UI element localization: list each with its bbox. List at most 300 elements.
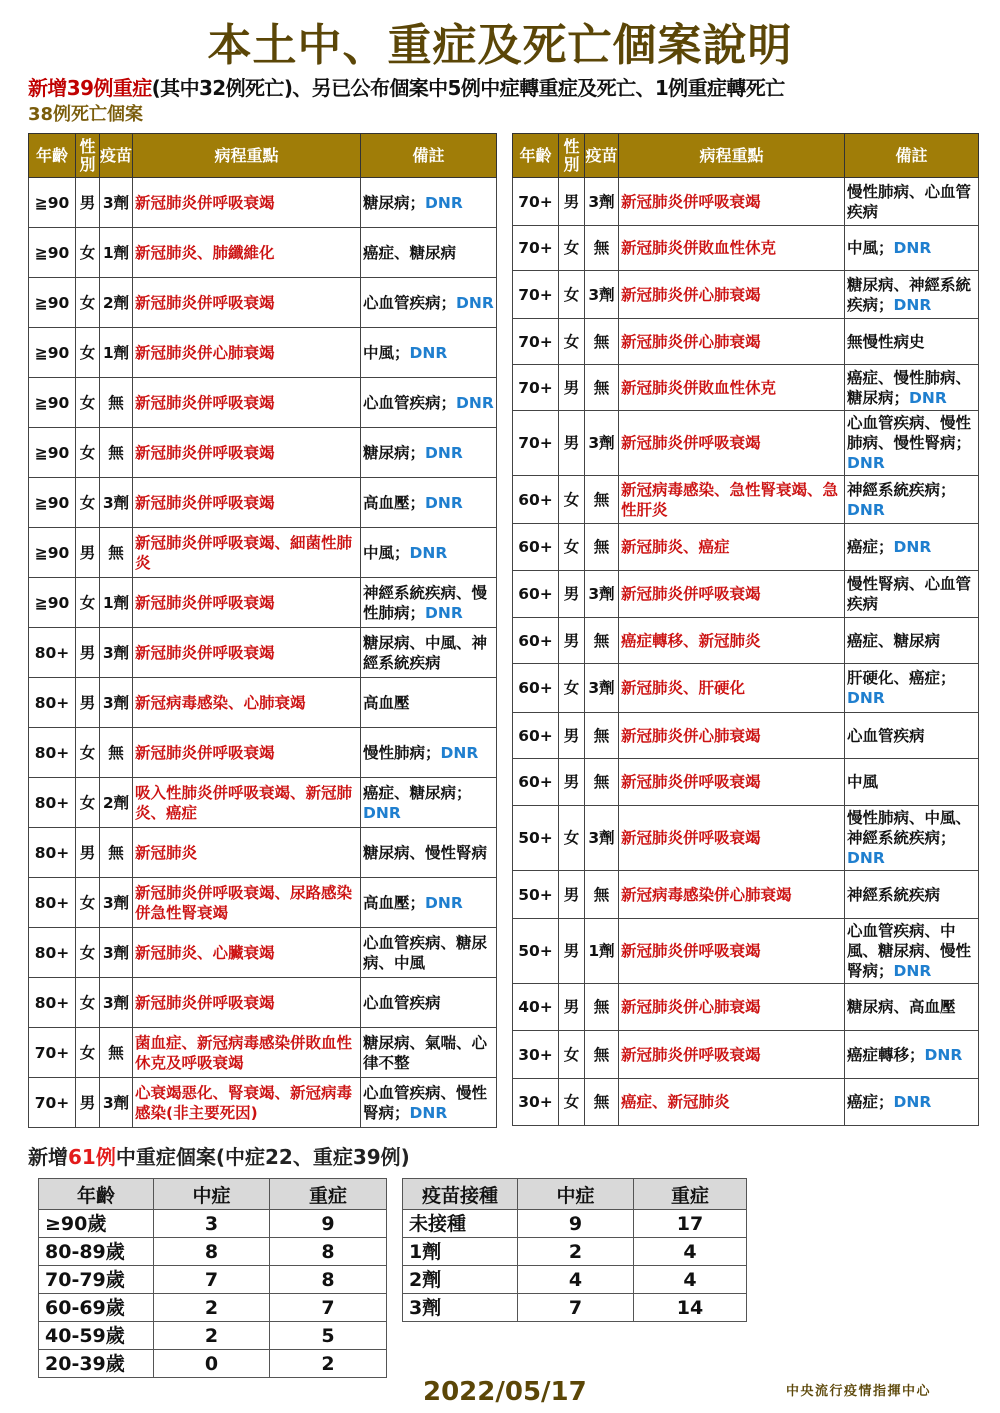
vaccine-cell: 無 [585, 1079, 619, 1126]
note-cell [845, 524, 979, 571]
vaccine-cell: 無 [100, 1028, 133, 1078]
vaccine-cell: 無 [585, 226, 619, 271]
case-row [513, 524, 979, 571]
vaccine-cell: 無 [585, 524, 619, 571]
course-cell: 新冠肺炎併呼吸衰竭 [619, 1031, 845, 1079]
death-cases-table-right [512, 133, 979, 1126]
note-cell [361, 728, 497, 778]
sex-cell: 男 [559, 411, 585, 476]
age-cell: 80+ [29, 728, 76, 778]
case-row [513, 618, 979, 664]
vaccine-cell: 3劑 [585, 271, 619, 319]
vaccine-cell: 1劑 [100, 578, 133, 628]
dnr-flag: DNR [425, 603, 463, 622]
course-cell: 新冠肺炎 [133, 828, 361, 878]
dnr-flag: DNR [847, 454, 885, 472]
dnr-flag: DNR [456, 393, 494, 412]
vaccine-cell: 無 [585, 476, 619, 524]
vaccine-cell: 3劑 [100, 1078, 133, 1128]
vaccine-header: 疫苗接種 [403, 1179, 518, 1210]
dnr-flag: DNR [363, 803, 401, 822]
column-header-sex: 性別 [76, 134, 100, 178]
course-cell: 新冠肺炎併呼吸衰竭 [619, 919, 845, 984]
sex-cell: 男 [559, 365, 585, 411]
vaccine-cell: 1劑 [585, 919, 619, 984]
vaccine-cell: 3劑 [585, 806, 619, 871]
case-row [29, 178, 497, 228]
sex-cell: 女 [76, 728, 100, 778]
note-cell [845, 476, 979, 524]
page-subtitle [28, 74, 988, 102]
moderate-count-cell: 2 [518, 1238, 634, 1266]
age-summary-table [38, 1178, 387, 1378]
note-text: 心血管疾病、中風、糖尿病、慢性腎病； [847, 922, 972, 980]
note-cell [361, 528, 497, 578]
dnr-flag: DNR [456, 293, 494, 312]
note-text: 心血管疾病 [363, 993, 441, 1012]
dnr-flag: DNR [893, 538, 932, 556]
case-row [29, 578, 497, 628]
case-row [513, 319, 979, 365]
death-cases-table-left [28, 133, 497, 1128]
severe-count-cell: 9 [270, 1210, 387, 1238]
severe-count-cell: 14 [634, 1294, 747, 1322]
age-cell: 30+ [513, 1031, 559, 1079]
severe-header: 重症 [270, 1179, 387, 1210]
age-cell: 50+ [513, 871, 559, 919]
note-cell [845, 759, 979, 806]
note-cell [845, 226, 979, 271]
category-cell: 2劑 [403, 1266, 518, 1294]
severe-count-cell: 4 [634, 1238, 747, 1266]
vaccine-cell: 無 [585, 871, 619, 919]
course-cell: 新冠病毒感染併心肺衰竭 [619, 871, 845, 919]
note-cell [361, 478, 497, 528]
note-cell [361, 278, 497, 328]
note-text: 神經系統疾病、慢性肺病； [363, 583, 488, 622]
note-cell [845, 664, 979, 713]
severe-count-cell: 2 [270, 1350, 387, 1378]
severe-count-cell: 8 [270, 1266, 387, 1294]
note-cell [845, 618, 979, 664]
age-cell: 60+ [513, 759, 559, 806]
note-cell [361, 178, 497, 228]
dnr-flag: DNR [893, 962, 932, 980]
sex-cell: 女 [76, 1028, 100, 1078]
age-cell: ≧90 [29, 428, 76, 478]
age-cell: 80+ [29, 778, 76, 828]
vaccine-cell: 3劑 [100, 628, 133, 678]
summary-row [403, 1294, 747, 1322]
age-cell: 30+ [513, 1079, 559, 1126]
age-cell: 60+ [513, 476, 559, 524]
age-cell: 80+ [29, 878, 76, 928]
vaccine-cell: 3劑 [585, 411, 619, 476]
note-cell [361, 778, 497, 828]
note-cell [845, 1079, 979, 1126]
note-text: 心血管疾病、慢性肺病、慢性腎病； [847, 414, 972, 452]
note-text: 高血壓； [363, 493, 426, 512]
case-row [29, 678, 497, 728]
sex-cell: 男 [76, 178, 100, 228]
case-row [29, 978, 497, 1028]
dnr-flag: DNR [425, 893, 463, 912]
note-text: 慢性腎病、心血管疾病 [847, 575, 972, 613]
course-cell: 新冠肺炎併心肺衰竭 [619, 271, 845, 319]
summary-heading-prefix: 新增 [28, 1145, 68, 1169]
vaccine-cell: 無 [585, 713, 619, 759]
column-header-vaccine: 疫苗 [585, 134, 619, 178]
note-text: 癌症、糖尿病 [847, 631, 941, 650]
note-text: 心血管疾病、糖尿病、中風 [363, 933, 488, 972]
summary-row [39, 1266, 387, 1294]
note-text: 糖尿病； [363, 193, 426, 212]
note-cell [361, 578, 497, 628]
sex-cell: 男 [559, 178, 585, 226]
sex-cell: 女 [559, 226, 585, 271]
dnr-flag: DNR [893, 239, 932, 257]
case-row [29, 428, 497, 478]
course-cell: 新冠肺炎併呼吸衰竭 [133, 478, 361, 528]
vaccine-cell: 無 [585, 984, 619, 1031]
course-cell: 新冠肺炎併敗血性休克 [619, 365, 845, 411]
course-cell: 新冠肺炎、肺纖維化 [133, 228, 361, 278]
age-cell: 60+ [513, 664, 559, 713]
note-cell [361, 978, 497, 1028]
vaccine-cell: 無 [585, 759, 619, 806]
note-text: 癌症； [847, 1093, 894, 1111]
vaccine-cell: 無 [585, 618, 619, 664]
moderate-header: 中症 [518, 1179, 634, 1210]
vaccine-cell: 3劑 [100, 678, 133, 728]
case-row [29, 278, 497, 328]
vaccine-cell: 3劑 [100, 978, 133, 1028]
right-table-body [513, 178, 979, 1126]
vaccine-cell: 3劑 [100, 928, 133, 978]
course-cell: 新冠肺炎併呼吸衰竭 [133, 628, 361, 678]
moderate-count-cell: 2 [154, 1294, 270, 1322]
case-row [513, 476, 979, 524]
note-cell [361, 428, 497, 478]
moderate-count-cell: 3 [154, 1210, 270, 1238]
dnr-flag: DNR [425, 493, 463, 512]
sex-cell: 男 [559, 618, 585, 664]
age-cell: ≧90 [29, 528, 76, 578]
course-cell: 新冠病毒感染、心肺衰竭 [133, 678, 361, 728]
case-row [29, 378, 497, 428]
sex-cell: 女 [76, 928, 100, 978]
sex-cell: 女 [559, 319, 585, 365]
course-cell: 新冠肺炎併呼吸衰竭 [619, 759, 845, 806]
case-row [513, 919, 979, 984]
note-text: 癌症； [847, 538, 894, 556]
note-cell [845, 571, 979, 618]
sex-cell: 女 [559, 806, 585, 871]
course-cell: 吸入性肺炎併呼吸衰竭、新冠肺炎、癌症 [133, 778, 361, 828]
vaccine-cell: 3劑 [100, 178, 133, 228]
age-cell: ≧90 [29, 578, 76, 628]
note-text: 無慢性病史 [847, 332, 925, 351]
note-text: 高血壓 [363, 693, 410, 712]
sex-cell: 女 [76, 278, 100, 328]
dnr-flag: DNR [409, 1103, 448, 1122]
vaccine-cell: 3劑 [100, 478, 133, 528]
summary-row [39, 1238, 387, 1266]
vaccine-cell: 無 [100, 728, 133, 778]
sex-cell: 女 [559, 476, 585, 524]
column-header-vaccine: 疫苗 [100, 134, 133, 178]
dnr-flag: DNR [924, 1045, 963, 1064]
vaccine-cell: 2劑 [100, 778, 133, 828]
column-header-sex: 性別 [559, 134, 585, 178]
summary-heading [28, 1143, 410, 1171]
moderate-count-cell: 8 [154, 1238, 270, 1266]
age-cell: 60+ [513, 618, 559, 664]
course-cell: 癌症轉移、新冠肺炎 [619, 618, 845, 664]
case-row [29, 728, 497, 778]
case-row [513, 271, 979, 319]
note-cell [845, 365, 979, 411]
category-cell: 未接種 [403, 1210, 518, 1238]
age-cell: 70+ [29, 1028, 76, 1078]
moderate-count-cell: 7 [154, 1266, 270, 1294]
note-cell [845, 411, 979, 476]
summary-row [403, 1238, 747, 1266]
summary-row [39, 1294, 387, 1322]
age-cell: 70+ [513, 319, 559, 365]
note-cell [845, 271, 979, 319]
severe-count-cell: 8 [270, 1238, 387, 1266]
vaccine-cell: 3劑 [585, 664, 619, 713]
age-cell: 70+ [513, 365, 559, 411]
vaccine-cell: 1劑 [100, 228, 133, 278]
case-row [513, 664, 979, 713]
death-cases-heading: 38例死亡個案 [28, 104, 144, 125]
summary-row [39, 1210, 387, 1238]
severe-count-cell: 7 [270, 1294, 387, 1322]
case-row [513, 759, 979, 806]
course-cell: 新冠肺炎併呼吸衰竭、細菌性肺炎 [133, 528, 361, 578]
note-text: 中風； [363, 343, 410, 362]
sex-cell: 女 [559, 664, 585, 713]
case-row [513, 871, 979, 919]
note-cell [845, 319, 979, 365]
case-row [29, 628, 497, 678]
course-cell: 菌血症、新冠病毒感染併敗血性休克及呼吸衰竭 [133, 1028, 361, 1078]
case-row [29, 228, 497, 278]
summary-row [403, 1210, 747, 1238]
note-cell [361, 678, 497, 728]
note-cell [361, 228, 497, 278]
note-cell [845, 178, 979, 226]
moderate-count-cell: 4 [518, 1266, 634, 1294]
column-header-course: 病程重點 [619, 134, 845, 178]
moderate-count-cell: 7 [518, 1294, 634, 1322]
dnr-flag: DNR [847, 500, 885, 519]
case-row [29, 778, 497, 828]
sex-cell: 女 [76, 478, 100, 528]
note-text: 癌症、糖尿病 [363, 243, 457, 262]
sex-cell: 女 [76, 578, 100, 628]
summary-heading-suffix: 中重症個案(中症22、重症39例) [115, 1145, 410, 1169]
sex-cell: 男 [76, 1078, 100, 1128]
course-cell: 新冠肺炎併呼吸衰竭 [133, 728, 361, 778]
case-row [513, 1079, 979, 1126]
age-cell: 80+ [29, 978, 76, 1028]
note-text: 心血管疾病 [847, 726, 925, 745]
course-cell: 心衰竭惡化、腎衰竭、新冠病毒感染(非主要死因) [133, 1078, 361, 1128]
note-text: 糖尿病、中風、神經系統疾病 [363, 633, 488, 672]
dnr-flag: DNR [893, 295, 932, 314]
age-cell: 70+ [513, 271, 559, 319]
note-text: 神經系統疾病； [847, 480, 956, 499]
age-cell: 70+ [513, 178, 559, 226]
course-cell: 新冠肺炎併心肺衰竭 [619, 984, 845, 1031]
note-cell [361, 328, 497, 378]
age-cell: ≧90 [29, 478, 76, 528]
note-text: 中風 [847, 773, 879, 791]
note-cell [361, 1028, 497, 1078]
summary-heading-count: 61例 [68, 1145, 116, 1169]
category-cell: 60-69歲 [39, 1294, 154, 1322]
issuing-organization: 中央流行疫情指揮中心 [786, 1384, 932, 1399]
category-cell: ≥90歲 [39, 1210, 154, 1238]
summary-row [39, 1350, 387, 1378]
course-cell: 新冠肺炎併呼吸衰竭 [133, 278, 361, 328]
note-cell [361, 378, 497, 428]
vaccine-cell: 1劑 [100, 328, 133, 378]
case-row [29, 478, 497, 528]
note-text: 神經系統疾病 [847, 885, 941, 904]
left-table-body [29, 178, 497, 1128]
note-cell [361, 828, 497, 878]
column-header-age: 年齡 [513, 134, 559, 178]
age-cell: 40+ [513, 984, 559, 1031]
category-cell: 20-39歲 [39, 1350, 154, 1378]
note-text: 糖尿病、高血壓 [847, 998, 956, 1016]
note-text: 中風； [847, 239, 894, 257]
dnr-flag: DNR [425, 443, 463, 462]
sex-cell: 男 [559, 984, 585, 1031]
case-row [513, 365, 979, 411]
severe-header: 重症 [634, 1179, 747, 1210]
course-cell: 新冠病毒感染、急性腎衰竭、急性肝炎 [619, 476, 845, 524]
sex-cell: 男 [559, 759, 585, 806]
course-cell: 新冠肺炎併心肺衰竭 [133, 328, 361, 378]
course-cell: 新冠肺炎併呼吸衰竭、尿路感染併急性腎衰竭 [133, 878, 361, 928]
course-cell: 新冠肺炎併呼吸衰竭 [619, 571, 845, 618]
note-text: 高血壓； [363, 893, 426, 912]
age-cell: ≧90 [29, 178, 76, 228]
case-row [29, 328, 497, 378]
case-row [513, 713, 979, 759]
course-cell: 新冠肺炎併呼吸衰竭 [619, 806, 845, 871]
sex-cell: 男 [559, 871, 585, 919]
case-row [29, 528, 497, 578]
column-header-note: 備註 [361, 134, 497, 178]
course-cell: 新冠肺炎併呼吸衰竭 [133, 378, 361, 428]
category-cell: 80-89歲 [39, 1238, 154, 1266]
age-cell: 80+ [29, 678, 76, 728]
note-cell [845, 984, 979, 1031]
subtitle-detail: (其中32例死亡)、另已公布個案中5例中症轉重症及死亡、1例重症轉死亡 [151, 76, 785, 100]
moderate-header: 中症 [154, 1179, 270, 1210]
course-cell: 新冠肺炎併呼吸衰竭 [133, 178, 361, 228]
case-row [513, 1031, 979, 1079]
sex-cell: 女 [76, 978, 100, 1028]
severe-count-cell: 5 [270, 1322, 387, 1350]
sex-cell: 女 [76, 428, 100, 478]
subtitle-highlight: 新增39例重症 [28, 76, 152, 100]
course-cell: 新冠肺炎併敗血性休克 [619, 226, 845, 271]
vaccine-cell: 2劑 [100, 278, 133, 328]
category-cell: 70-79歲 [39, 1266, 154, 1294]
note-text: 慢性肺病、心血管疾病 [847, 182, 972, 221]
column-header-note: 備註 [845, 134, 979, 178]
note-cell [361, 628, 497, 678]
course-cell: 癌症、新冠肺炎 [619, 1079, 845, 1126]
vaccine-cell: 無 [100, 378, 133, 428]
note-cell [845, 871, 979, 919]
note-text: 肝硬化、癌症； [847, 669, 956, 687]
age-cell: 80+ [29, 828, 76, 878]
note-text: 癌症、糖尿病； [363, 783, 472, 802]
note-text: 癌症、慢性肺病、糖尿病； [847, 368, 972, 407]
age-cell: ≧90 [29, 328, 76, 378]
dnr-flag: DNR [847, 849, 885, 867]
case-row [29, 1028, 497, 1078]
sex-cell: 男 [76, 628, 100, 678]
course-cell: 新冠肺炎併心肺衰竭 [619, 713, 845, 759]
vaccine-cell: 3劑 [100, 878, 133, 928]
summary-row [403, 1266, 747, 1294]
vaccine-cell: 無 [100, 428, 133, 478]
note-text: 糖尿病、氣喘、心律不整 [363, 1033, 488, 1072]
sex-cell: 女 [76, 228, 100, 278]
note-cell [361, 1078, 497, 1128]
case-row [513, 411, 979, 476]
sex-cell: 男 [76, 528, 100, 578]
note-text: 癌症轉移； [847, 1045, 925, 1064]
age-cell: 60+ [513, 524, 559, 571]
age-cell: ≧90 [29, 278, 76, 328]
sex-cell: 男 [76, 678, 100, 728]
sex-cell: 女 [76, 378, 100, 428]
age-cell: 80+ [29, 928, 76, 978]
vaccine-summary-table [402, 1178, 747, 1322]
sex-cell: 女 [76, 328, 100, 378]
note-text: 心血管疾病； [363, 393, 457, 412]
course-cell: 新冠肺炎併心肺衰竭 [619, 319, 845, 365]
note-cell [361, 928, 497, 978]
moderate-count-cell: 2 [154, 1322, 270, 1350]
sex-cell: 女 [76, 778, 100, 828]
note-cell [361, 878, 497, 928]
note-text: 慢性肺病、中風、神經系統疾病； [847, 809, 972, 847]
dnr-flag: DNR [409, 543, 448, 562]
page-title: 本土中、重症及死亡個案說明 [207, 20, 793, 71]
course-cell: 新冠肺炎、心臟衰竭 [133, 928, 361, 978]
vaccine-cell: 3劑 [585, 571, 619, 618]
course-cell: 新冠肺炎併呼吸衰竭 [619, 178, 845, 226]
report-date: 2022/05/17 [423, 1377, 587, 1407]
sex-cell: 女 [559, 524, 585, 571]
note-cell [845, 1031, 979, 1079]
age-cell: 70+ [513, 411, 559, 476]
moderate-count-cell: 9 [518, 1210, 634, 1238]
note-cell [845, 806, 979, 871]
note-text: 中風； [363, 543, 410, 562]
